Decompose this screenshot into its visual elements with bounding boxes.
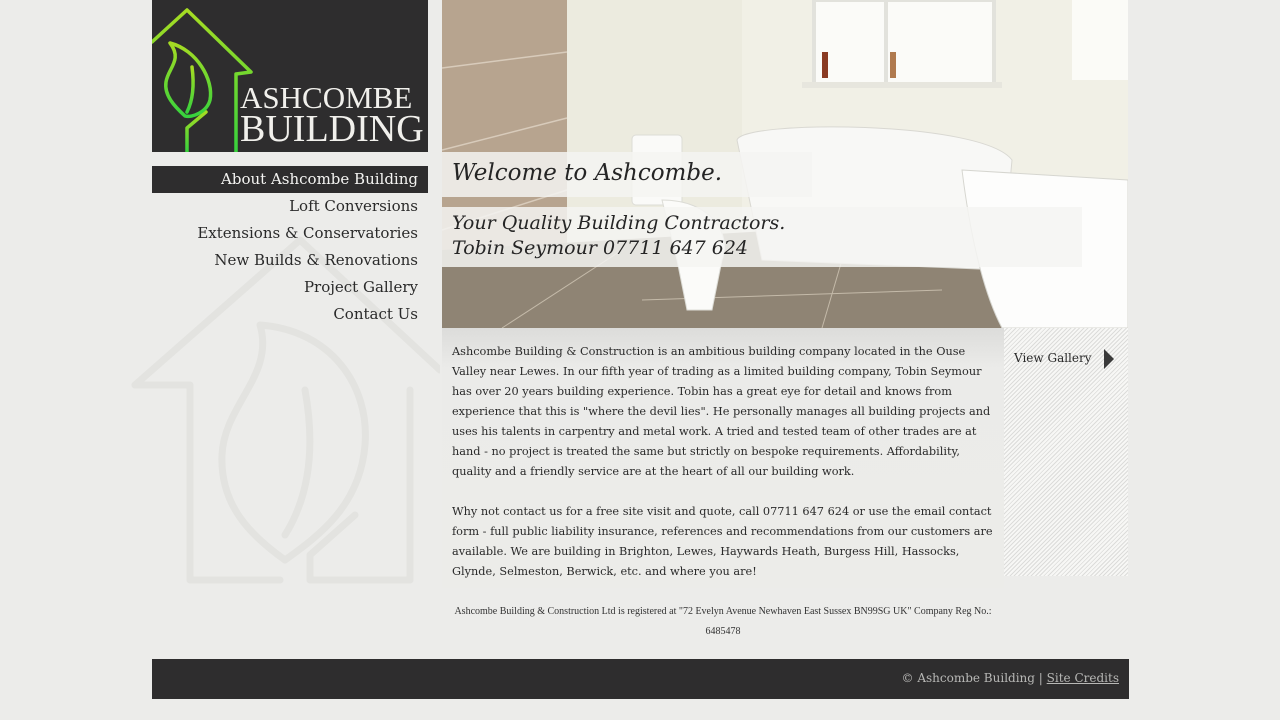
footer-separator: | <box>1038 671 1043 685</box>
play-arrow-icon[interactable] <box>1104 349 1114 369</box>
main-nav <box>152 166 428 328</box>
tagline: Your Quality Building Contractors. <box>452 212 786 234</box>
welcome-heading: Welcome to Ashcombe. <box>452 160 723 186</box>
view-gallery-link[interactable]: View Gallery <box>1014 351 1092 365</box>
nav-item-about[interactable]: About Ashcombe Building <box>152 166 428 193</box>
nav-item-new-builds[interactable]: New Builds & Renovations <box>214 251 418 269</box>
nav-item-contact-us[interactable]: Contact Us <box>333 305 418 323</box>
intro-paragraph: Ashcombe Building & Construction is an ambitious building company located in the Ouse Valley near Lewes. In our fifth year of trading as a limited building company, Tobin Seymour has over 20 years building experience. Tobin has a great eye for detail and knows from experience that this is "where the devil lies". He personally manages all building projects and uses his talents in carpentry and metal work. A tried and tested team of other trades are at hand - no project is treated the same but strictly on bespoke requirements. Affordability, quality and a friendly service are at the heart of all our building work. <box>452 345 991 478</box>
gallery-panel <box>1004 328 1128 576</box>
contact-line: Tobin Seymour 07711 647 624 <box>452 237 749 259</box>
copyright: © Ashcombe Building <box>901 671 1035 685</box>
hero-banner <box>442 0 1128 328</box>
footer <box>152 659 1129 699</box>
contact-paragraph: Why not contact us for a free site visit and quote, call 07711 647 624 or use the email contact form - full public liability insurance, references and recommendations from our customers are available. We are building in Brighton, Lewes, Haywards Heath, Burgess Hill, Hassocks, Glynde, Selmeston, Berwick, etc. and where you are! <box>452 505 993 578</box>
main-content <box>442 328 1004 588</box>
logo[interactable] <box>152 0 428 152</box>
nav-item-loft-conversions[interactable]: Loft Conversions <box>289 197 418 215</box>
brand-line1: ASHCOMBE <box>240 80 413 115</box>
company-registration: Ashcombe Building & Construction Ltd is registered at "72 Evelyn Avenue Newhaven East Sussex BN99SG UK" Company Reg No.: 6485478 <box>454 606 992 637</box>
site-credits-link[interactable]: Site Credits <box>1046 671 1119 685</box>
nav-item-project-gallery[interactable]: Project Gallery <box>303 278 418 296</box>
nav-item-extensions[interactable]: Extensions & Conservatories <box>197 224 418 242</box>
brand-line2: BUILDING <box>240 108 424 150</box>
